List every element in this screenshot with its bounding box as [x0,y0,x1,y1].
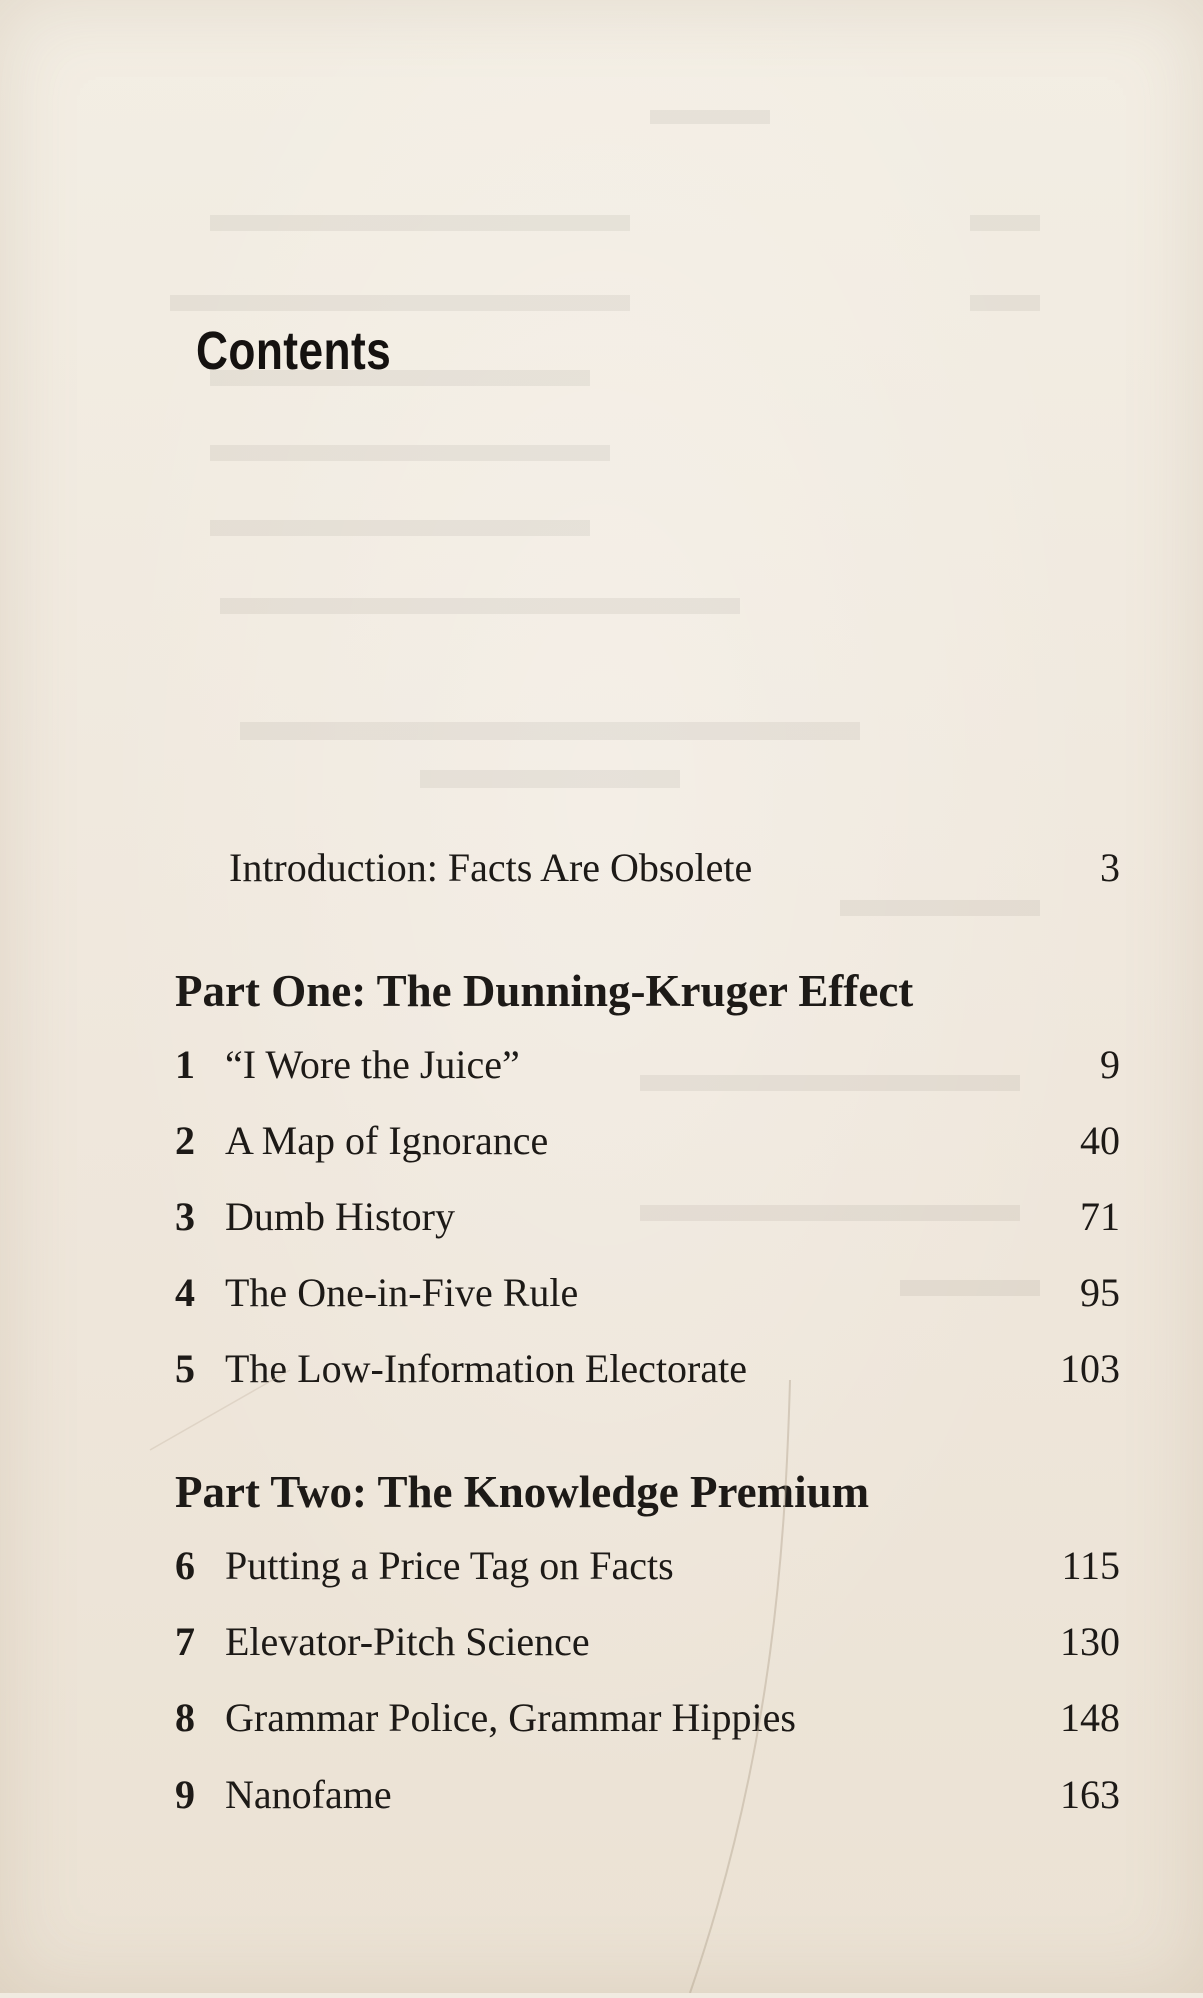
contents-heading: Contents [196,321,392,381]
chapter-title: Putting a Price Tag on Facts [225,1543,674,1588]
chapter-number: 4 [175,1270,195,1315]
chapter-title: Elevator-Pitch Science [225,1619,590,1664]
chapter-page-number: 9 [1100,1042,1120,1087]
chapter-title: The Low-Information Electorate [225,1346,747,1391]
chapter-number: 5 [175,1346,195,1391]
chapter-page-number: 148 [1060,1695,1120,1740]
part-one-title: Part One: The Dunning-Kruger Effect [175,966,914,1016]
chapter-title: Grammar Police, Grammar Hippies [225,1695,796,1740]
chapter-title: The One-in-Five Rule [225,1270,579,1315]
chapter-title: A Map of Ignorance [225,1118,549,1163]
chapter-page-number: 163 [1060,1772,1120,1817]
toc-entry-introduction[interactable] [175,838,1120,898]
toc-entry-chapter-1[interactable] [175,1035,1120,1095]
chapter-number: 7 [175,1619,195,1664]
toc-entry-chapter-6[interactable] [175,1536,1120,1596]
toc-entry-chapter-2[interactable] [175,1111,1120,1171]
chapter-page-number: 130 [1060,1619,1120,1664]
chapter-number: 8 [175,1695,195,1740]
toc-entry-chapter-4[interactable] [175,1263,1120,1323]
chapter-page-number: 95 [1080,1270,1120,1315]
chapter-page-number: 115 [1061,1543,1120,1588]
chapter-title: Dumb History [225,1194,455,1239]
chapter-page-number: 103 [1060,1346,1120,1391]
toc-entry-title: Introduction: Facts Are Obsolete [229,845,753,890]
toc-entry-page-number: 3 [1100,845,1120,890]
part-two-title: Part Two: The Knowledge Premium [175,1467,870,1517]
toc-entry-chapter-5[interactable] [175,1339,1120,1399]
chapter-number: 2 [175,1118,195,1163]
chapter-number: 3 [175,1194,195,1239]
chapter-number: 1 [175,1042,195,1087]
chapter-title: Nanofame [225,1772,392,1817]
chapter-page-number: 40 [1080,1118,1120,1163]
toc-entry-chapter-7[interactable] [175,1612,1120,1672]
chapter-number: 6 [175,1543,195,1588]
toc-entry-chapter-9[interactable] [175,1765,1120,1825]
chapter-title: “I Wore the Juice” [225,1042,520,1087]
chapter-page-number: 71 [1080,1194,1120,1239]
toc-entry-chapter-3[interactable] [175,1187,1120,1247]
toc-entry-chapter-8[interactable] [175,1688,1120,1748]
chapter-number: 9 [175,1772,195,1817]
